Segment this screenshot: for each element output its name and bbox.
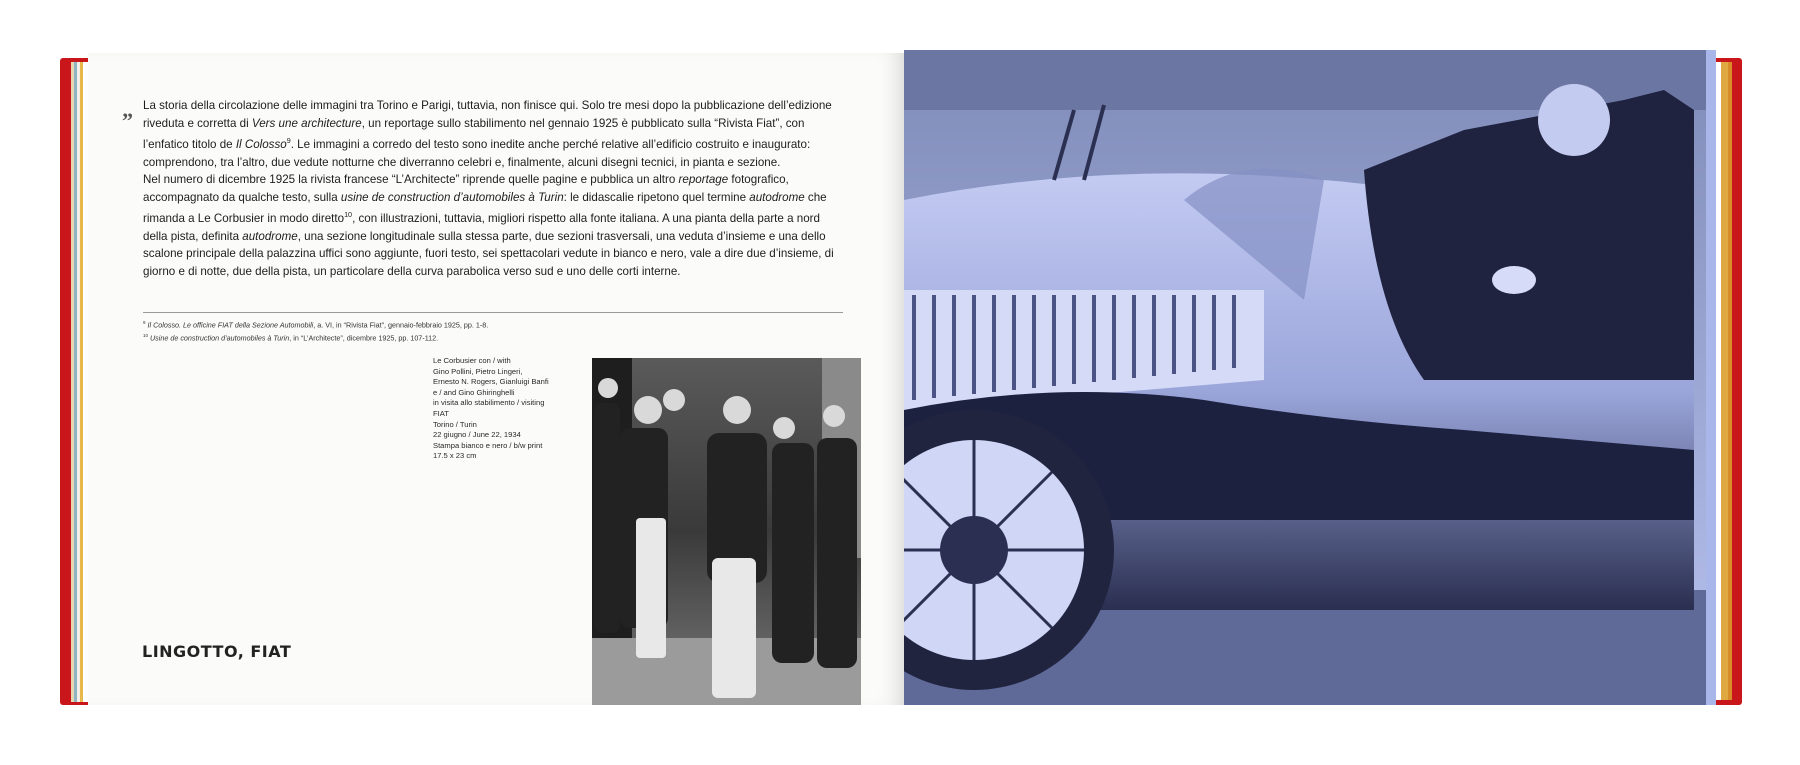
text-run: reportage: [678, 173, 729, 187]
text-run: usine de construction d’automobiles à Turin: [340, 190, 564, 204]
quote-mark: ”: [122, 108, 133, 133]
footnote: [143, 330, 843, 343]
car-photo: [904, 50, 1706, 705]
text-run: La storia della circolazione delle immagini tra Torino e Parigi, tuttavia, non finisce qui. Solo tre mesi dopo la pubblicazione dell’edizione riveduta e corretta di: [143, 99, 832, 130]
footnotes: [143, 317, 843, 344]
text-run: , con illustrazioni, tuttavia, migliori rispetto alla fonte italiana. A una pianta della parte a nord della pista, definita: [143, 212, 820, 243]
body-paragraph: [143, 171, 843, 280]
caption-line: Gino Pollini, Pietro Lingeri,: [433, 366, 523, 376]
footnote: [143, 317, 843, 330]
caption-line: Le Corbusier con / with: [433, 356, 511, 365]
footnote-ref: 9: [286, 136, 291, 146]
caption-line: Ernesto N. Rogers, Gianluigi Banfi: [433, 377, 549, 387]
caption-line: in visita allo stabilimento / visiting: [433, 398, 545, 408]
text-run: autodrome: [242, 229, 298, 243]
footnote-ref: 10: [344, 210, 353, 220]
text-run: fotografico, accompagnato da qualche testo, sulla: [143, 173, 789, 204]
section-title: LINGOTTO, FIAT: [142, 642, 292, 661]
text-run: , una sezione longitudinale sulla stessa parte, due sezioni trasversali, una veduta d’insieme e una dello scalone principale della palazzina uffici sono aggiunte, fuori testo, sei spettacolari vedute in bianco e nero, vale a dire due d’insieme, di giorno e di notte, due della pista, un particolare della curva parabolica verso sud e uno delle corti interne.: [143, 229, 834, 279]
text-run: , in “L’Architecte”, dicembre 1925, pp. 107-112.: [289, 333, 439, 343]
text-run: Usine de construction d’automobiles à Turin: [149, 333, 290, 343]
text-run: , a. VI, in “Rivista Fiat”, gennaio-febbraio 1925, pp. 1-8.: [313, 320, 489, 330]
caption-line: Stampa bianco e nero / b/w print: [433, 440, 543, 450]
photo-caption: [433, 356, 583, 462]
text-run: autodrome: [749, 190, 805, 204]
text-run: Il Colosso: [235, 138, 287, 152]
page-edges-right: [1716, 62, 1736, 700]
text-run: , un reportage sullo stabilimento nel gennaio 1925 è pubblicato sulla “Rivista Fiat”, con l’enfatico titolo de: [143, 116, 805, 152]
text-run: : le didascalie ripetono quel termine: [563, 190, 750, 204]
text-run: Vers une architecture: [251, 116, 362, 130]
caption-line: FIAT: [433, 408, 449, 418]
group-photo: [592, 358, 861, 705]
text-run: che rimanda a Le Corbusier in modo diretto: [143, 190, 827, 226]
text-run: Nel numero di dicembre 1925 la rivista francese “L’Architecte” riprende quelle pagine e pubblica un altro: [143, 173, 679, 187]
caption-line: e / and Gino Ghiringhelli: [433, 387, 515, 397]
body-paragraph: [143, 97, 843, 171]
caption-line: 22 giugno / June 22, 1934: [433, 430, 521, 440]
footnote-ref: 9: [143, 320, 146, 325]
footnote-rule: [143, 312, 843, 313]
text-run: Il Colosso. Le officine FIAT della Sezione Automobili: [147, 320, 314, 330]
text-run: . Le immagini a corredo del testo sono inedite anche perché relative all’edificio costruito e inaugurato: comprendono, tra l’altro, due vedute notturne che diverranno celebri e, finalmente, alcuni disegni tecnici, in pianta e sezione.: [143, 138, 811, 169]
caption-line: 17.5 x 23 cm: [433, 451, 477, 461]
body-text: [143, 97, 843, 281]
caption-line: Torino / Turin: [433, 419, 477, 429]
footnote-ref: 10: [143, 333, 148, 339]
